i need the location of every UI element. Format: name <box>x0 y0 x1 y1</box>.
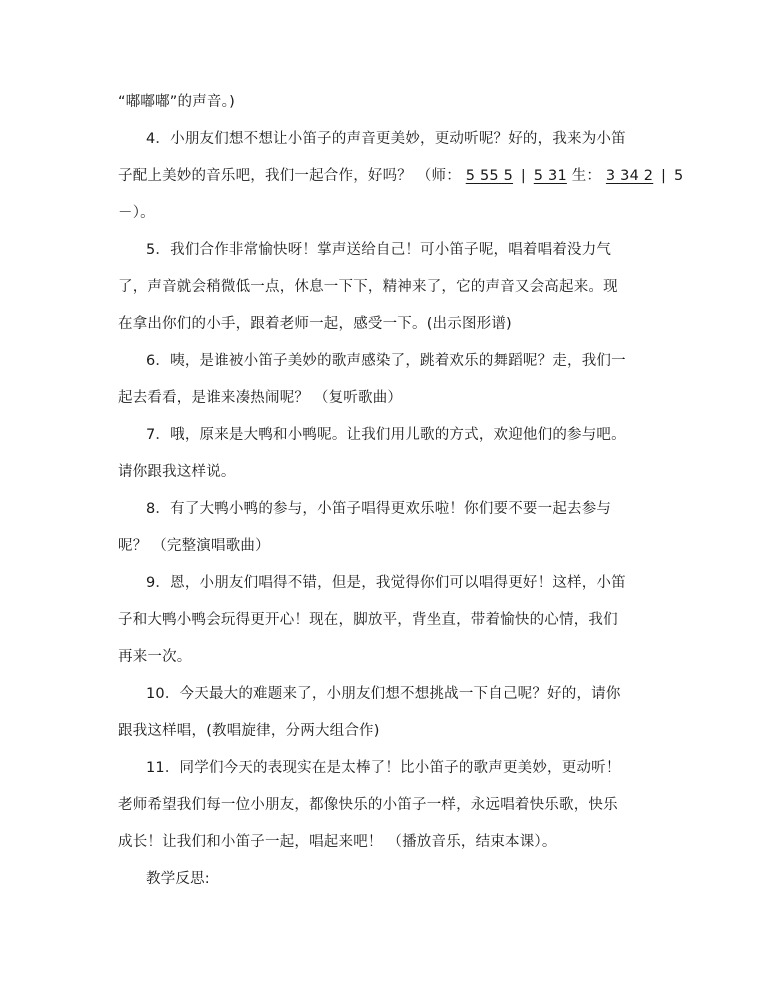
paragraph-4-line-3: －）。 <box>118 205 155 221</box>
bar-line-1: | <box>520 168 526 184</box>
paragraph-9-line-3: 再来一次。 <box>118 649 192 665</box>
music-score-teacher-a: 5 55 5 <box>465 168 514 184</box>
music-score-end: 5 <box>673 168 684 184</box>
paragraph-11-line-1: 11．同学们今天的表现实在是太棒了！比小笛子的歌声更美妙，更动听！ <box>146 760 621 776</box>
paragraph-9-line-2: 子和大鸭小鸭会玩得更开心！现在，脚放平，背坐直，带着愉快的心情，我们 <box>118 612 618 628</box>
paragraph-5-line-3: 在拿出你们的小手，跟着老师一起，感受一下。(出示图形谱) <box>118 316 512 332</box>
paragraph-8-line-2: 呢？ （完整演唱歌曲） <box>118 538 270 554</box>
paragraph-6-line-2: 起去看看，是谁来凑热闹呢？ （复听歌曲） <box>118 390 403 406</box>
paragraph-4-line-2 <box>118 166 684 186</box>
paragraph-10-line-2: 跟我这样唱，(教唱旋律，分两大组合作) <box>118 723 380 739</box>
paragraph-5-line-1: 5．我们合作非常愉快呀！掌声送给自己！可小笛子呢，唱着唱着没力气 <box>146 242 612 258</box>
bar-line-2: | <box>661 168 667 184</box>
music-score-student: 3 34 2 <box>605 168 654 184</box>
student-label: 生： <box>571 168 602 184</box>
music-score-teacher-b: 5 31 <box>533 168 567 184</box>
paragraph-4-line-1: 4．小朋友们想不想让小笛子的声音更美妙，更动听呢？好的，我来为小笛 <box>146 131 626 147</box>
paragraph-10-line-1: 10．今天最大的难题来了，小朋友们想不想挑战一下自己呢？好的，请你 <box>146 686 621 702</box>
paragraph-7-line-2: 请你跟我这样说。 <box>118 464 236 480</box>
paragraph-4-line-2-prefix: 子配上美妙的音乐吧，我们一起合作，好吗？ （师： <box>118 168 461 184</box>
paragraph-11-line-2: 老师希望我们每一位小朋友，都像快乐的小笛子一样，永远唱着快乐歌，快乐 <box>118 797 618 813</box>
paragraph-5-line-2: 了，声音就会稍微低一点，休息一下下，精神来了，它的声音又会高起来。现 <box>118 279 618 295</box>
paragraph-11-line-3: 成长！让我们和小笛子一起，唱起来吧！ （播放音乐，结束本课）。 <box>118 834 557 850</box>
paragraph-8-line-1: 8．有了大鸭小鸭的参与，小笛子唱得更欢乐啦！你们要不要一起去参与 <box>146 501 612 517</box>
teaching-reflection-heading: 教学反思: <box>146 871 210 887</box>
paragraph-7-line-1: 7．哦，原来是大鸭和小鸭呢。让我们用儿歌的方式，欢迎他们的参与吧。 <box>146 427 626 443</box>
paragraph-3-tail: “嘟嘟嘟”的声音。) <box>118 94 235 110</box>
paragraph-9-line-1: 9．恩，小朋友们唱得不错，但是，我觉得你们可以唱得更好！这样，小笛 <box>146 575 626 591</box>
paragraph-6-line-1: 6．咦，是谁被小笛子美妙的歌声感染了，跳着欢乐的舞蹈呢？走，我们一 <box>146 353 626 369</box>
